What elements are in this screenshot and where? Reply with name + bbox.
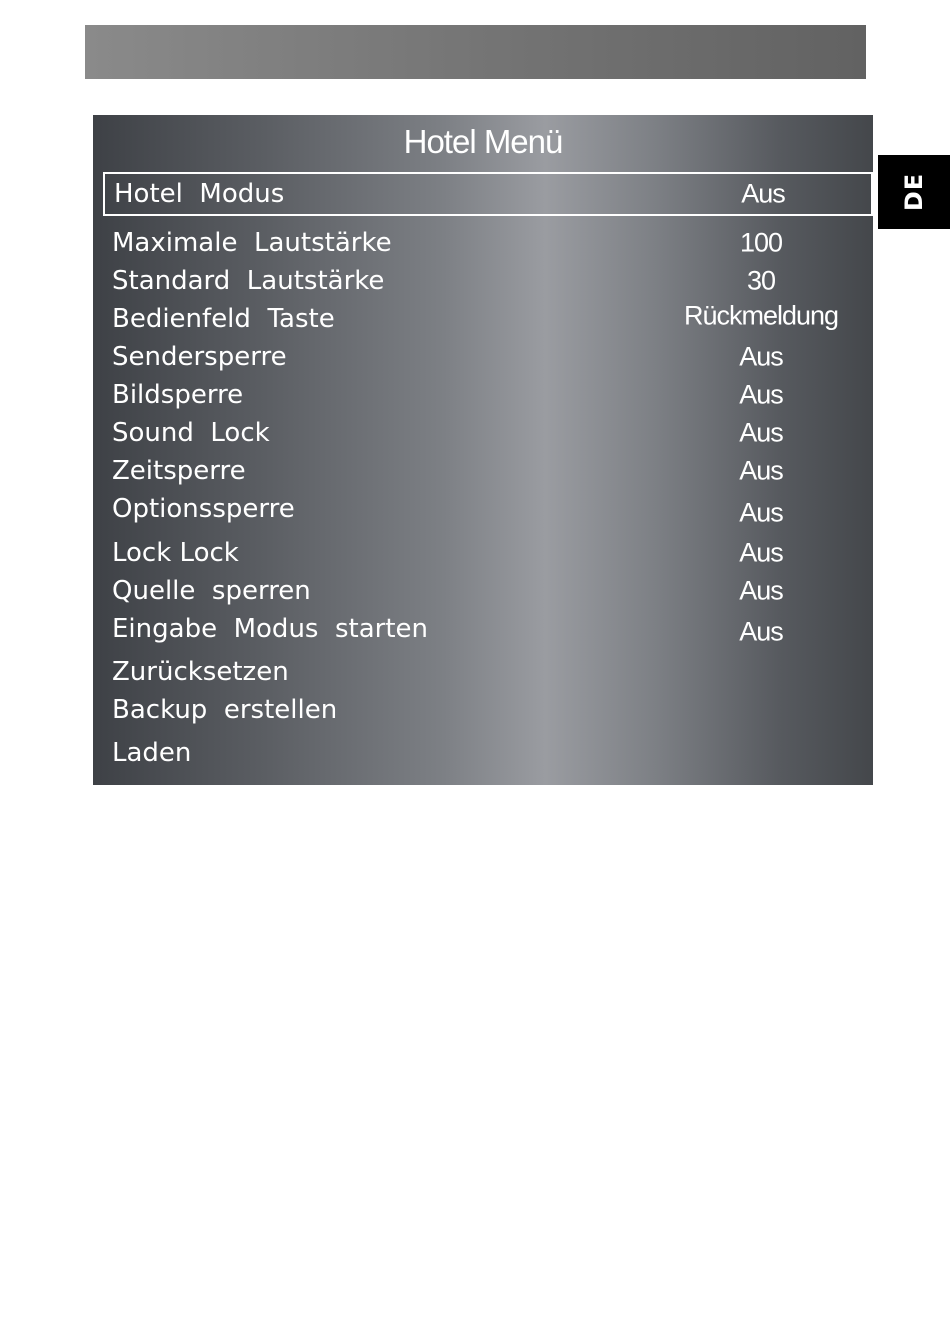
menu-item-label: Sendersperre bbox=[112, 342, 287, 372]
menu-item-value: Rückmeldung bbox=[683, 300, 839, 331]
menu-item-value: 30 bbox=[746, 265, 776, 296]
menu-item-backup-erstellen[interactable] bbox=[103, 691, 873, 729]
header-bar bbox=[85, 25, 866, 79]
menu-item-value: Aus bbox=[739, 616, 783, 647]
menu-item-value: 100 bbox=[739, 227, 783, 258]
menu-item-label: Zeitsperre bbox=[112, 456, 246, 486]
menu-item-value: Aus bbox=[739, 379, 783, 410]
menu-item-hotel-modus[interactable] bbox=[103, 172, 873, 216]
menu-item-maximale-lautstaerke[interactable] bbox=[103, 224, 873, 262]
menu-item-label: Hotel Modus bbox=[114, 179, 285, 209]
menu-item-value: Aus bbox=[739, 341, 783, 372]
menu-item-zuruecksetzen[interactable] bbox=[103, 653, 873, 691]
menu-item-label: Lock Lock bbox=[112, 538, 239, 568]
menu-item-label: Bildsperre bbox=[112, 380, 244, 410]
menu-item-label: Laden bbox=[112, 738, 192, 768]
menu-item-laden[interactable] bbox=[103, 734, 873, 772]
menu-item-bedienfeld-taste[interactable] bbox=[103, 300, 873, 338]
menu-item-value: Aus bbox=[739, 497, 783, 528]
menu-item-sendersperre[interactable] bbox=[103, 338, 873, 376]
menu-item-eingabe-modus-starten[interactable] bbox=[103, 611, 873, 649]
menu-item-label: Backup erstellen bbox=[112, 695, 338, 725]
language-tab bbox=[878, 155, 950, 229]
menu-item-sound-lock[interactable] bbox=[103, 414, 873, 452]
menu-item-value: Aus bbox=[739, 455, 783, 486]
menu-item-optionssperre[interactable] bbox=[103, 492, 873, 530]
menu-item-value: Aus bbox=[739, 575, 783, 606]
menu-title: Hotel Menü bbox=[403, 123, 563, 160]
menu-item-zeitsperre[interactable] bbox=[103, 452, 873, 490]
menu-item-value: Aus bbox=[741, 178, 785, 209]
menu-item-quelle-sperren[interactable] bbox=[103, 572, 873, 610]
menu-item-label: Zurücksetzen bbox=[112, 657, 289, 687]
language-tab-label: DE bbox=[900, 172, 928, 212]
menu-item-label: Maximale Lautstärke bbox=[112, 228, 392, 258]
menu-item-bildsperre[interactable] bbox=[103, 376, 873, 414]
menu-item-label: Bedienfeld Taste bbox=[112, 304, 335, 334]
menu-item-label: Optionssperre bbox=[112, 494, 295, 524]
menu-item-label: Eingabe Modus starten bbox=[112, 614, 429, 644]
hotel-menu-panel bbox=[93, 115, 873, 785]
menu-item-label: Standard Lautstärke bbox=[112, 266, 385, 296]
menu-item-standard-lautstaerke[interactable] bbox=[103, 262, 873, 300]
menu-item-value: Aus bbox=[739, 537, 783, 568]
menu-item-label: Sound Lock bbox=[112, 418, 270, 448]
menu-item-lock-lock[interactable] bbox=[103, 534, 873, 572]
menu-item-value: Aus bbox=[739, 417, 783, 448]
menu-item-label: Quelle sperren bbox=[112, 576, 311, 606]
